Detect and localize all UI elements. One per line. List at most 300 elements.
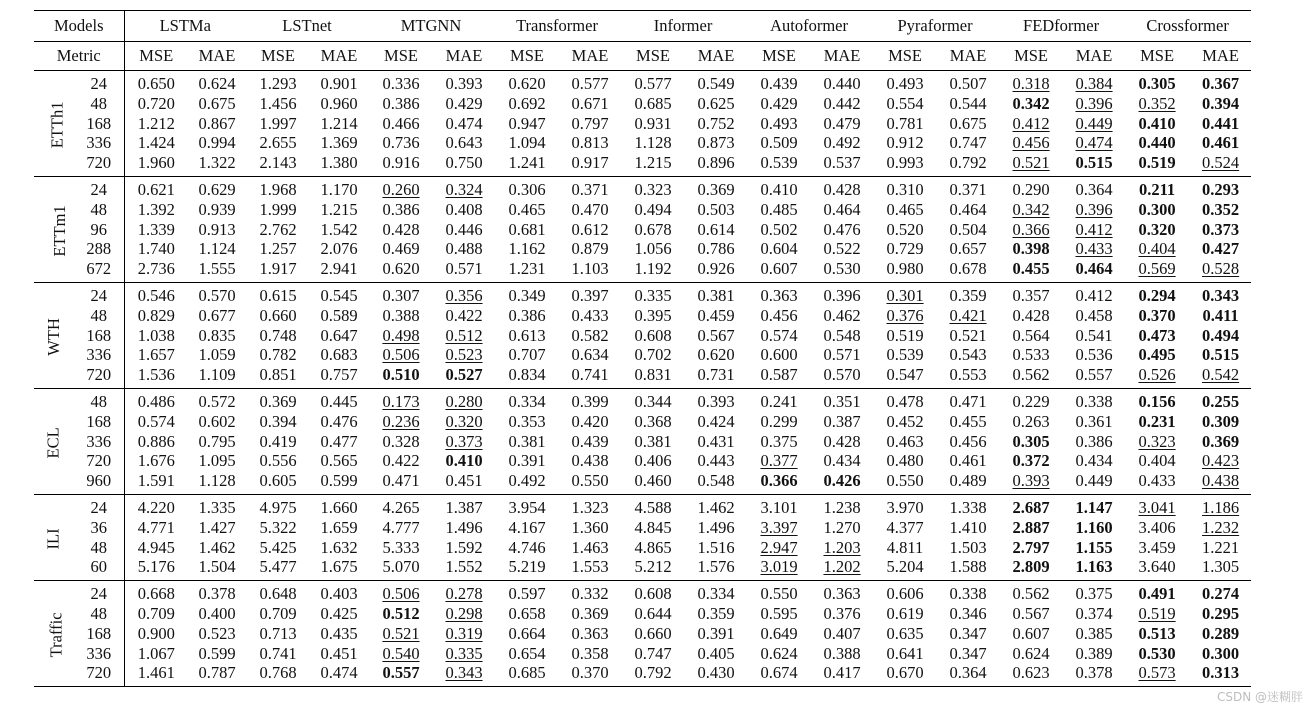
metric-cell: 0.371 [949, 179, 987, 199]
metric-cell: 0.391 [508, 451, 546, 471]
metric-cell: 0.539 [886, 345, 924, 365]
metric-cell: 0.548 [697, 471, 735, 491]
metric-cell: 0.446 [445, 219, 483, 239]
metric-cell: 0.469 [382, 239, 420, 259]
metric-cell: 3.640 [1138, 557, 1176, 577]
metric-cell: 0.650 [137, 74, 175, 93]
metric-cell: 1.214 [320, 113, 358, 133]
metric-cell: 0.671 [571, 93, 609, 113]
metric-cell: 0.338 [1075, 391, 1113, 411]
metric-cell: 0.349 [508, 285, 546, 305]
metric-cell: 0.549 [697, 74, 735, 93]
metric-cell: 0.546 [137, 285, 175, 305]
metric-cell: 0.599 [198, 643, 236, 663]
table-row [34, 451, 1251, 471]
metric-mse-header: MSE [762, 46, 796, 65]
metric-cell: 0.608 [634, 584, 672, 604]
results-table-container [34, 10, 1251, 687]
table-row [34, 200, 1251, 220]
metric-cell: 4.777 [382, 517, 420, 537]
metric-mae-header: MAE [445, 46, 483, 65]
metric-cell: 0.336 [382, 74, 420, 93]
metric-cell: 0.545 [320, 285, 358, 305]
metric-cell: 0.435 [320, 623, 358, 643]
metric-cell: 0.438 [571, 451, 609, 471]
metric-cell: 0.654 [508, 643, 546, 663]
metric-cell: 0.298 [445, 603, 483, 623]
metric-cell: 0.664 [508, 623, 546, 643]
metric-mae-header: MAE [823, 46, 861, 65]
metric-cell: 0.709 [259, 603, 297, 623]
metric-cell: 0.456 [760, 305, 798, 325]
metric-cell: 0.741 [259, 643, 297, 663]
metric-cell: 0.363 [571, 623, 609, 643]
metric-cell: 0.519 [1138, 603, 1176, 623]
metric-cell: 1.424 [137, 133, 175, 153]
metric-cell: 0.459 [697, 305, 735, 325]
metric-cell: 0.403 [320, 584, 358, 604]
metric-cell: 0.615 [259, 285, 297, 305]
metric-cell: 0.494 [634, 199, 672, 219]
metric-cell: 0.607 [1012, 623, 1050, 643]
metric-cell: 4.167 [508, 517, 546, 537]
metric-cell: 0.624 [1012, 643, 1050, 663]
metric-cell: 0.430 [697, 663, 735, 683]
dataset-label [34, 494, 74, 580]
metric-cell: 0.372 [1012, 451, 1050, 471]
metric-cell: 0.557 [1075, 365, 1113, 385]
metric-cell: 0.408 [445, 199, 483, 219]
metric-cell: 0.553 [949, 365, 987, 385]
table-row [34, 220, 1251, 240]
metric-mse-header: MSE [384, 46, 418, 65]
metric-mae-header: MAE [198, 46, 236, 65]
metric-cell: 0.994 [198, 133, 236, 153]
metric-cell: 0.527 [445, 365, 483, 385]
metric-cell: 2.687 [1012, 497, 1050, 517]
metric-cell: 0.600 [760, 345, 798, 365]
metric-cell: 0.729 [886, 239, 924, 259]
metric-cell: 0.792 [634, 663, 672, 683]
metric-cell: 0.471 [949, 391, 987, 411]
metric-cell: 4.220 [137, 497, 175, 517]
metric-cell: 0.901 [320, 74, 358, 93]
metric-cell: 2.655 [259, 133, 297, 153]
metric-cell: 0.577 [634, 74, 672, 93]
metric-cell: 0.443 [697, 451, 735, 471]
header-metric-row [34, 42, 1251, 71]
metric-mse-header: MSE [510, 46, 544, 65]
metric-cell: 0.782 [259, 345, 297, 365]
metric-cell: 0.582 [571, 325, 609, 345]
metric-cell: 0.369 [1202, 431, 1240, 451]
metric-cell: 1.968 [259, 179, 297, 199]
metric-cell: 0.458 [1075, 305, 1113, 325]
metric-cell: 0.320 [445, 411, 483, 431]
metric-cell: 0.873 [697, 133, 735, 153]
metric-cell: 0.343 [445, 663, 483, 683]
metric-cell: 0.299 [760, 411, 798, 431]
metric-cell: 0.378 [1075, 663, 1113, 683]
horizon-cell: 336 [74, 133, 124, 153]
metric-cell: 0.465 [886, 199, 924, 219]
metric-cell: 0.741 [571, 365, 609, 385]
metric-cell: 0.571 [823, 345, 861, 365]
metric-cell: 1.960 [137, 153, 175, 173]
metric-cell: 0.781 [886, 113, 924, 133]
metric-cell: 0.670 [886, 663, 924, 683]
metric-cell: 0.599 [320, 471, 358, 491]
metric-cell: 1.592 [445, 537, 483, 557]
metric-cell: 0.394 [259, 411, 297, 431]
metric-cell: 0.747 [949, 133, 987, 153]
metric-cell: 0.562 [1012, 365, 1050, 385]
metric-cell: 0.709 [137, 603, 175, 623]
metric-cell: 1.323 [571, 497, 609, 517]
metric-cell: 0.797 [571, 113, 609, 133]
metric-cell: 1.461 [137, 663, 175, 683]
metric-cell: 0.547 [886, 365, 924, 385]
table-row [34, 282, 1251, 305]
metric-cell: 0.433 [571, 305, 609, 325]
metric-cell: 0.456 [949, 431, 987, 451]
table-row [34, 432, 1251, 452]
metric-cell: 0.323 [634, 179, 672, 199]
metric-cell: 1.170 [320, 179, 358, 199]
metric-cell: 1.192 [634, 259, 672, 279]
metric-mae-header: MAE [1202, 46, 1239, 65]
metric-cell: 0.913 [198, 219, 236, 239]
metric-cell: 0.393 [697, 391, 735, 411]
metric-cell: 0.441 [1202, 113, 1240, 133]
metric-cell: 1.503 [949, 537, 987, 557]
metric-cell: 0.406 [634, 451, 672, 471]
metric-cell: 5.322 [259, 517, 297, 537]
metric-cell: 0.410 [760, 179, 798, 199]
metric-cell: 0.465 [508, 199, 546, 219]
metric-cell: 0.466 [382, 113, 420, 133]
metric-cell: 0.886 [137, 431, 175, 451]
metric-mse-header: MSE [1014, 46, 1049, 65]
metric-cell: 0.522 [823, 239, 861, 259]
metric-cell: 0.395 [634, 305, 672, 325]
metric-cell: 0.540 [382, 643, 420, 663]
horizon-cell: 168 [74, 326, 124, 346]
table-row [34, 538, 1251, 558]
metric-cell: 0.736 [382, 133, 420, 153]
metric-cell: 0.423 [1202, 451, 1240, 471]
metric-cell: 0.947 [508, 113, 546, 133]
metric-cell: 0.523 [198, 623, 236, 643]
metric-cell: 0.556 [259, 451, 297, 471]
metric-cell: 0.681 [508, 219, 546, 239]
metric-cell: 0.306 [508, 179, 546, 199]
metric-cell: 0.368 [634, 411, 672, 431]
metric-cell: 0.567 [1012, 603, 1050, 623]
metric-cell: 0.396 [1075, 93, 1113, 113]
metric-cell: 0.550 [760, 584, 798, 604]
table-row [34, 239, 1251, 259]
metric-cell: 0.464 [823, 199, 861, 219]
horizon-cell: 720 [74, 365, 124, 388]
horizon-cell: 48 [74, 200, 124, 220]
metric-cell: 0.156 [1138, 391, 1176, 411]
metric-cell: 0.456 [1012, 133, 1050, 153]
metric-cell: 1.103 [571, 259, 609, 279]
horizon-cell: 24 [74, 494, 124, 517]
metric-cell: 0.564 [1012, 325, 1050, 345]
metric-cell: 0.338 [949, 584, 987, 604]
metric-cell: 0.452 [886, 411, 924, 431]
metric-cell: 0.363 [760, 285, 798, 305]
metric-cell: 0.489 [949, 471, 987, 491]
metric-cell: 0.629 [198, 179, 236, 199]
metric-cell: 0.750 [445, 153, 483, 173]
metric-cell: 1.552 [445, 557, 483, 577]
metric-cell: 4.975 [259, 497, 297, 517]
metric-cell: 0.462 [823, 305, 861, 325]
metric-cell: 3.397 [760, 517, 798, 537]
metric-cell: 0.388 [382, 305, 420, 325]
metric-cell: 0.426 [823, 471, 861, 491]
metric-cell: 1.109 [198, 365, 236, 385]
metric-cell: 1.056 [634, 239, 672, 259]
metric-cell: 1.128 [634, 133, 672, 153]
metric-cell: 0.519 [1138, 153, 1176, 173]
metric-cell: 1.496 [445, 517, 483, 537]
table-row [34, 624, 1251, 644]
metric-cell: 0.477 [320, 431, 358, 451]
metric-cell: 4.265 [382, 497, 420, 517]
horizon-cell: 48 [74, 538, 124, 558]
metric-cell: 0.542 [1202, 365, 1240, 385]
metric-cell: 5.204 [886, 557, 924, 577]
metric-cell: 0.623 [1012, 663, 1050, 683]
metric-cell: 0.521 [1012, 153, 1050, 173]
table-row [34, 306, 1251, 326]
metric-cell: 0.274 [1202, 584, 1240, 604]
metric-cell: 0.792 [949, 153, 987, 173]
metric-cell: 0.509 [760, 133, 798, 153]
metric-cell: 1.462 [198, 537, 236, 557]
metric-cell: 0.557 [382, 663, 420, 683]
metric-cell: 0.574 [760, 325, 798, 345]
metric-cell: 0.310 [886, 179, 924, 199]
metric-cell: 0.351 [823, 391, 861, 411]
metric-cell: 2.143 [259, 153, 297, 173]
metric-cell: 1.202 [823, 557, 861, 577]
table-row [34, 153, 1251, 176]
metric-cell: 1.163 [1075, 557, 1113, 577]
metric-cell: 0.342 [1012, 199, 1050, 219]
metric-cell: 0.577 [571, 74, 609, 93]
metric-cell: 0.495 [1138, 345, 1176, 365]
metric-cell: 2.947 [760, 537, 798, 557]
metric-cell: 2.762 [259, 219, 297, 239]
metric-cell: 1.241 [508, 153, 546, 173]
metric-cell: 0.829 [137, 305, 175, 325]
metric-cell: 0.471 [382, 471, 420, 491]
metric-cell: 0.647 [320, 325, 358, 345]
metric-cell: 5.070 [382, 557, 420, 577]
metric-cell: 0.344 [634, 391, 672, 411]
metric-cell: 0.567 [697, 325, 735, 345]
horizon-cell: 24 [74, 282, 124, 305]
metric-cell: 0.515 [1202, 345, 1240, 365]
metric-cell: 0.378 [198, 584, 236, 604]
metric-cell: 1.387 [445, 497, 483, 517]
dataset-label [34, 176, 74, 282]
metric-cell: 0.757 [320, 365, 358, 385]
metric-cell: 0.405 [697, 643, 735, 663]
metric-cell: 0.425 [320, 603, 358, 623]
metric-cell: 0.768 [259, 663, 297, 683]
metric-cell: 3.459 [1138, 537, 1176, 557]
horizon-cell: 48 [74, 604, 124, 624]
metric-cell: 0.513 [1138, 623, 1176, 643]
metric-cell: 0.359 [949, 285, 987, 305]
metric-cell: 0.229 [1012, 391, 1050, 411]
metric-cell: 1.293 [259, 74, 297, 93]
metric-cell: 0.731 [697, 365, 735, 385]
metric-cell: 0.565 [320, 451, 358, 471]
metric-cell: 0.597 [508, 584, 546, 604]
model-header: Informer [653, 16, 713, 35]
metric-cell: 3.041 [1138, 497, 1176, 517]
metric-cell: 1.588 [949, 557, 987, 577]
metric-cell: 0.370 [1138, 305, 1176, 325]
metric-cell: 0.309 [1202, 411, 1240, 431]
table-row [34, 604, 1251, 624]
metric-cell: 0.373 [445, 431, 483, 451]
metric-cell: 1.162 [508, 239, 546, 259]
metric-cell: 0.347 [949, 643, 987, 663]
metric-cell: 0.301 [886, 285, 924, 305]
metric-cell: 0.324 [445, 179, 483, 199]
metric-cell: 0.486 [137, 391, 175, 411]
model-header: LSTnet [282, 16, 332, 35]
metric-cell: 0.619 [886, 603, 924, 623]
metric-cell: 0.320 [1138, 219, 1176, 239]
metric-cell: 0.381 [697, 285, 735, 305]
metric-cell: 0.357 [1012, 285, 1050, 305]
metric-cell: 1.997 [259, 113, 297, 133]
metric-cell: 0.376 [886, 305, 924, 325]
metric-cell: 0.605 [259, 471, 297, 491]
metric-cell: 0.512 [382, 603, 420, 623]
metric-cell: 0.474 [1075, 133, 1113, 153]
metric-cell: 0.400 [198, 603, 236, 623]
metric-cell: 1.232 [1202, 517, 1240, 537]
metric-cell: 0.747 [634, 643, 672, 663]
metric-cell: 0.620 [382, 259, 420, 279]
metric-cell: 0.278 [445, 584, 483, 604]
horizon-cell: 720 [74, 153, 124, 176]
metric-cell: 0.685 [508, 663, 546, 683]
metric-cell: 0.554 [886, 93, 924, 113]
metric-header-label: Metric [34, 42, 124, 71]
metric-cell: 1.215 [320, 199, 358, 219]
metric-cell: 0.343 [1202, 285, 1240, 305]
metric-cell: 0.675 [198, 93, 236, 113]
table-row [34, 663, 1251, 686]
model-header: MTGNN [400, 16, 462, 35]
metric-cell: 0.335 [634, 285, 672, 305]
metric-cell: 0.421 [949, 305, 987, 325]
metric-cell: 0.445 [320, 391, 358, 411]
metric-mae-header: MAE [320, 46, 358, 65]
metric-cell: 0.926 [697, 259, 735, 279]
metric-cell: 1.380 [320, 153, 358, 173]
metric-cell: 1.238 [823, 497, 861, 517]
metric-cell: 4.865 [634, 537, 672, 557]
horizon-cell: 24 [74, 71, 124, 94]
metric-cell: 0.498 [382, 325, 420, 345]
metric-cell: 1.335 [198, 497, 236, 517]
metric-cell: 1.360 [571, 517, 609, 537]
metric-cell: 1.740 [137, 239, 175, 259]
metric-cell: 0.835 [198, 325, 236, 345]
metric-cell: 0.939 [198, 199, 236, 219]
metric-cell: 0.493 [760, 113, 798, 133]
metric-cell: 2.941 [320, 259, 358, 279]
metric-cell: 0.510 [382, 365, 420, 385]
models-header-label: Models [34, 11, 124, 42]
horizon-cell: 96 [74, 220, 124, 240]
metric-cell: 0.386 [382, 199, 420, 219]
metric-cell: 0.397 [571, 285, 609, 305]
horizon-cell: 288 [74, 239, 124, 259]
metric-cell: 0.574 [137, 411, 175, 431]
metric-cell: 0.502 [760, 219, 798, 239]
table-row [34, 644, 1251, 664]
metric-cell: 0.319 [445, 623, 483, 643]
metric-cell: 0.305 [1138, 74, 1176, 93]
metric-cell: 4.811 [886, 537, 924, 557]
horizon-cell: 720 [74, 451, 124, 471]
metric-cell: 0.391 [697, 623, 735, 643]
horizon-cell: 672 [74, 259, 124, 282]
metric-cell: 0.369 [259, 391, 297, 411]
metric-cell: 0.407 [823, 623, 861, 643]
metric-cell: 0.386 [382, 93, 420, 113]
metric-cell: 0.515 [1075, 153, 1113, 173]
metric-cell: 0.377 [760, 451, 798, 471]
metric-cell: 1.504 [198, 557, 236, 577]
metric-cell: 0.371 [571, 179, 609, 199]
metric-cell: 0.607 [760, 259, 798, 279]
metric-cell: 0.624 [760, 643, 798, 663]
metric-cell: 0.305 [1012, 431, 1050, 451]
metric-cell: 0.916 [382, 153, 420, 173]
metric-cell: 0.912 [886, 133, 924, 153]
metric-cell: 0.658 [508, 603, 546, 623]
metric-cell: 1.257 [259, 239, 297, 259]
metric-mse-header: MSE [636, 46, 670, 65]
metric-cell: 0.410 [445, 451, 483, 471]
metric-cell: 5.425 [259, 537, 297, 557]
metric-cell: 0.476 [320, 411, 358, 431]
metric-cell: 0.323 [1138, 431, 1176, 451]
metric-cell: 1.660 [320, 497, 358, 517]
metric-cell: 0.541 [1075, 325, 1113, 345]
metric-cell: 1.659 [320, 517, 358, 537]
metric-cell: 1.536 [137, 365, 175, 385]
table-row [34, 412, 1251, 432]
metric-cell: 0.461 [1202, 133, 1240, 153]
metric-cell: 0.644 [634, 603, 672, 623]
metric-cell: 0.451 [320, 643, 358, 663]
